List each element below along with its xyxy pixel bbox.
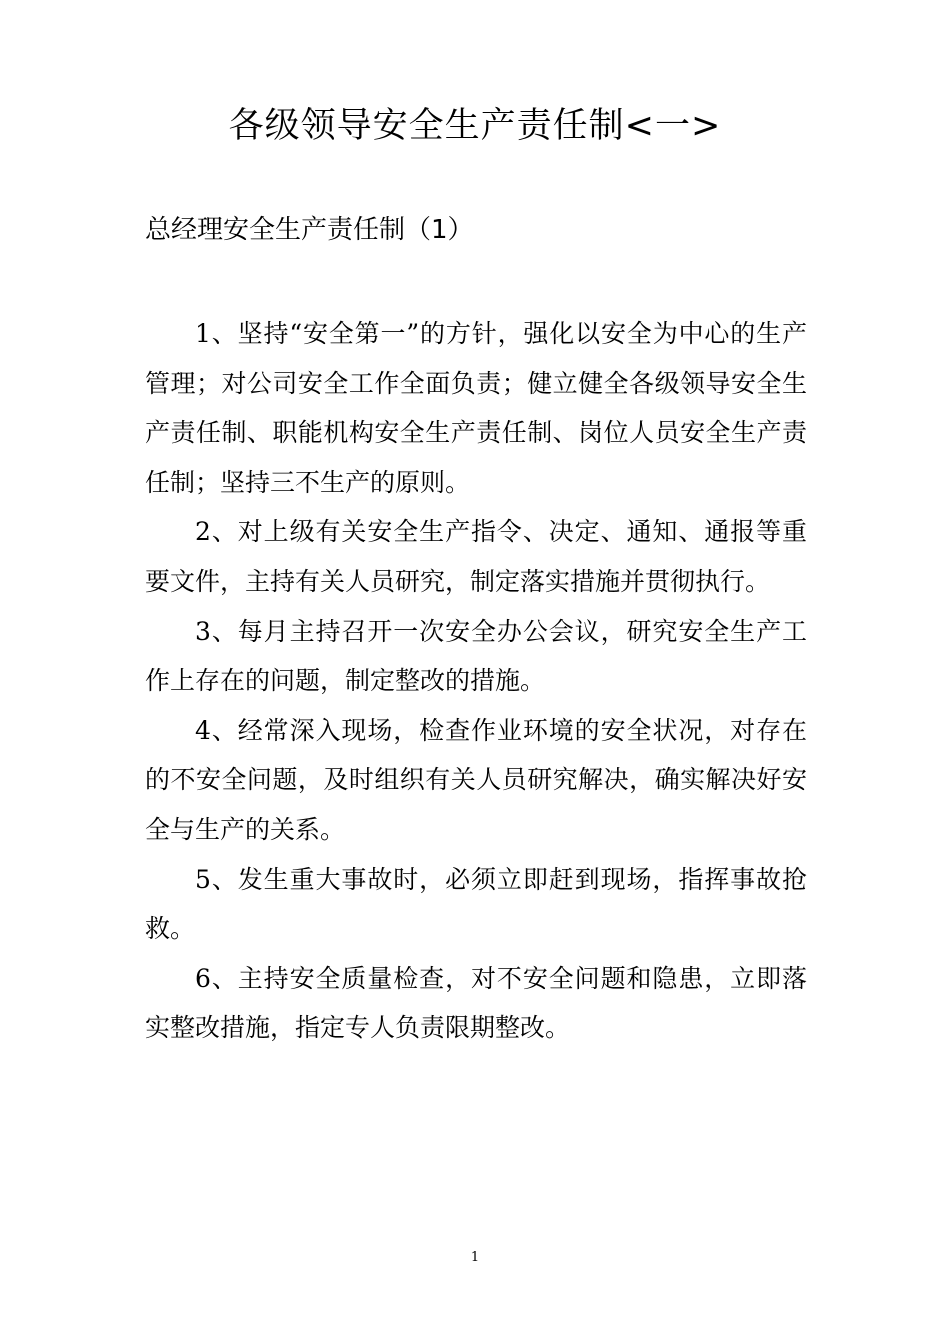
document-body <box>145 309 807 1053</box>
document-title: 各级领导安全生产责任制<一> <box>228 106 722 146</box>
paragraph-2: 2、对上级有关安全生产指令、决定、通知、通报等重要文件，主持有关人员研究，制定落实措施并贯彻执行。 <box>145 517 807 596</box>
page-number: 1 <box>470 1250 480 1265</box>
section-heading: 总经理安全生产责任制（1） <box>145 215 474 245</box>
paragraph-1: 1、坚持“安全第一”的方针，强化以安全为中心的生产管理；对公司安全工作全面负责；健立健全各级领导安全生产责任制、职能机构安全生产责任制、岗位人员安全生产责任制；坚持三不生产的原则。 <box>145 319 807 497</box>
paragraph-3: 3、每月主持召开一次安全办公会议，研究安全生产工作上存在的问题，制定整改的措施。 <box>145 616 807 696</box>
paragraph-4: 4、经常深入现场，检查作业环境的安全状况，对存在的不安全问题，及时组织有关人员研究解决，确实解决好安全与生产的关系。 <box>145 715 807 844</box>
paragraph-5: 5、发生重大事故时，必须立即赶到现场，指挥事故抢救。 <box>145 864 807 944</box>
paragraph-6: 6、主持安全质量检查，对不安全问题和隐患，立即落实整改措施，指定专人负责限期整改。 <box>145 963 807 1043</box>
